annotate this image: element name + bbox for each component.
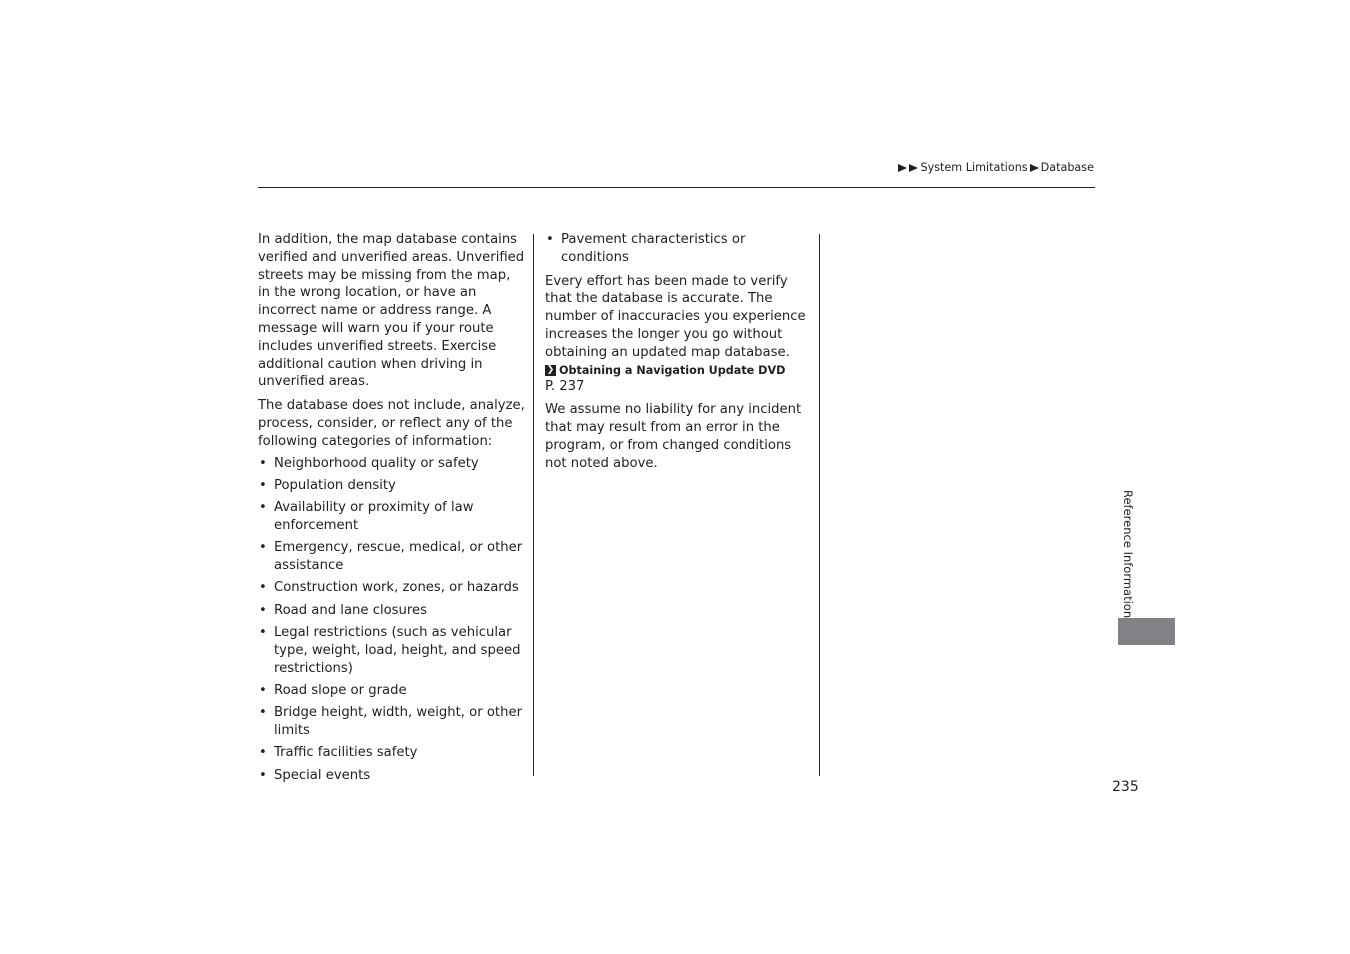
- list-item: • Construction work, zones, or hazards: [259, 580, 519, 596]
- list-item: • Population density: [259, 477, 396, 493]
- bullet-icon: •: [259, 705, 267, 721]
- excluded-categories-list: [258, 455, 526, 785]
- list-item: • Availability or proximity of law enforcement: [259, 500, 474, 533]
- excluded-categories-list-continued: [545, 231, 813, 267]
- triangle-right-icon: [1030, 164, 1039, 172]
- left-column: [258, 231, 526, 789]
- header-rule: [258, 187, 1095, 188]
- list-item: • Neighborhood quality or safety: [259, 455, 479, 471]
- bullet-icon: •: [259, 602, 267, 618]
- list-item: • Legal restrictions (such as vehicular type, weight, load, height, and speed restrictions): [259, 624, 521, 676]
- cross-reference-label[interactable]: Obtaining a Navigation Update DVD: [559, 363, 786, 377]
- column-divider-right: [819, 234, 820, 776]
- bullet-icon: •: [259, 455, 267, 471]
- list-item: • Traffic facilities safety: [259, 745, 418, 761]
- list-item: • Pavement characteristics or conditions: [546, 232, 746, 265]
- cross-reference-page[interactable]: P. 237: [545, 378, 585, 394]
- paragraph-unverified-areas: In addition, the map database contains verified and unverified areas. Unverified streets may be missing from the map, in the wrong location, or have an incorrect name or address range. A message will warn you if your route includes unverified streets. Exercise additional caution when driving in unverified areas.: [258, 232, 525, 390]
- side-tab-marker: [1118, 618, 1175, 645]
- list-item: • Special events: [259, 767, 371, 783]
- bullet-icon: •: [259, 580, 267, 596]
- bullet-icon: •: [546, 232, 554, 247]
- paragraph-liability: We assume no liability for any incident that may result from an error in the program, or from changed conditions not noted above.: [545, 402, 802, 471]
- paragraph-database-excludes: The database does not include, analyze, process, consider, or reflect any of the following categories of information:: [258, 398, 525, 449]
- bullet-icon: •: [259, 540, 267, 556]
- list-item: • Bridge height, width, weight, or other limits: [259, 705, 522, 738]
- right-column: [545, 231, 813, 479]
- cross-reference-arrow-icon: ❯: [546, 364, 555, 375]
- bullet-icon: •: [259, 767, 267, 783]
- cross-reference-link[interactable]: [545, 363, 813, 378]
- triangle-right-icon: [909, 164, 918, 172]
- side-tab-label: Reference Information: [1121, 490, 1135, 619]
- page-number: 235: [1112, 779, 1139, 795]
- breadcrumb-item-system-limitations[interactable]: System Limitations: [920, 161, 1028, 174]
- bullet-icon: •: [259, 682, 267, 698]
- column-divider-left: [533, 234, 534, 776]
- breadcrumb: [898, 161, 1094, 175]
- triangle-right-icon: [898, 164, 907, 172]
- list-item: • Emergency, rescue, medical, or other assistance: [259, 540, 523, 574]
- bullet-icon: •: [259, 477, 267, 493]
- bullet-icon: •: [259, 745, 267, 761]
- list-item: • Road slope or grade: [259, 682, 407, 698]
- bullet-icon: •: [259, 500, 267, 516]
- paragraph-accuracy: Every effort has been made to verify that the database is accurate. The number of inaccuracies you experience increases the longer you go without obtaining an updated map database.: [545, 273, 806, 360]
- bullet-icon: •: [259, 624, 267, 640]
- list-item: • Road and lane closures: [259, 602, 428, 618]
- breadcrumb-item-database[interactable]: Database: [1040, 161, 1094, 174]
